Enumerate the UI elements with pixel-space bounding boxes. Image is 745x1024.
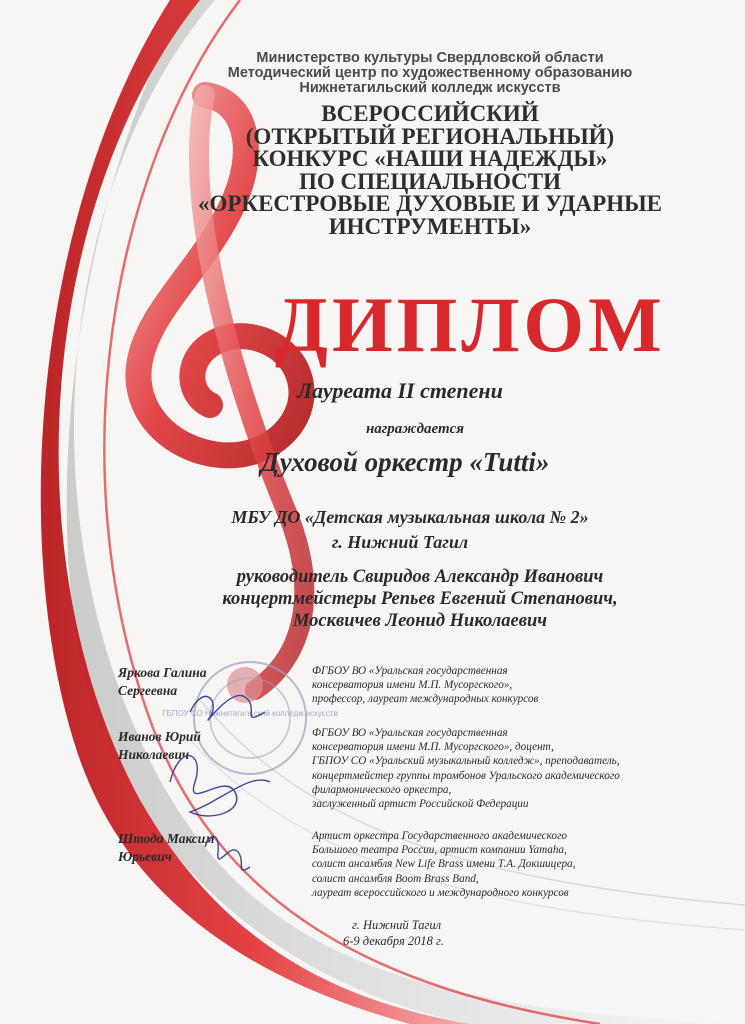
signature-2 [170, 756, 270, 816]
recipient-name: Духовой оркестр «Tutti» [260, 447, 550, 477]
degree-label: Лауреата II степени [297, 378, 503, 403]
jury-description: ФГБОУ ВО «Уральская государственная консерватория имени М.П. Мусоргского», профессор, лауреат международных конкурсов [312, 665, 539, 706]
city-name: г. Нижний Тагил [331, 532, 469, 552]
signature-3 [205, 836, 250, 870]
staff-block [150, 566, 690, 632]
org-line: Нижнетагильский колледж искусств [299, 80, 561, 96]
jury-name: Яркова Галина Сергеевна [118, 665, 207, 698]
school-name: МБУ ДО «Детская музыкальная школа № 2» [231, 507, 589, 527]
org-line: Методический центр по художественному образованию [227, 65, 633, 81]
footer-dates: 6-9 декабря 2018 г. [343, 934, 444, 948]
contest-line: «ОРКЕСТРОВЫЕ ДУХОВЫЕ И УДАРНЫЕ [197, 191, 663, 216]
org-line: Министерство культуры Свердловской области [256, 50, 604, 66]
contest-line: КОНКУРС «НАШИ НАДЕЖДЫ» [252, 146, 608, 171]
contest-title [150, 103, 710, 238]
jury-name: Иванов Юрий Николаевич [118, 729, 201, 762]
awarded-label: награждается [365, 421, 465, 437]
jury-description: Артист оркестра Государственного академического Большого театра России, артист компании Yamaha, солист ансамбля New Life Brass имени Т.А. Докшицера, солист ансамбля Boom Brass Band, лауреат всероссийского и международного конкурсов [312, 830, 576, 899]
stamp-text: ГБПОУ СО Нижнетагильский колледж искусств [162, 709, 338, 718]
signature-1 [190, 696, 265, 721]
organization-header [170, 51, 690, 96]
staff-line: концертмейстеры Репьев Евгений Степанович, [222, 589, 618, 609]
contest-line: (ОТКРЫТЫЙ РЕГИОНАЛЬНЫЙ) [245, 123, 615, 149]
contest-line: ВСЕРОССИЙСКИЙ [321, 101, 539, 126]
jury-name: Штода Максим Юрьевич [118, 831, 215, 864]
footer-city: г. Нижний Тагил [352, 918, 442, 932]
handwritten-signatures [150, 672, 300, 892]
diploma-title: ДИПЛОМ [274, 281, 666, 368]
jury-description: ФГБОУ ВО «Уральская государственная консерватория имени М.П. Мусоргского», доцент, ГБПОУ СО «Уральский музыкальный колледж», преподаватель, концертмейстер группы тромбонов Уральского академического филармонического оркестра, заслуженный артист Российской Федерации [312, 727, 620, 811]
contest-line: ПО СПЕЦИАЛЬНОСТИ [298, 168, 561, 194]
contest-line: ИНСТРУМЕНТЫ» [328, 213, 532, 239]
staff-line: Москвичев Леонид Николаевич [292, 611, 548, 631]
staff-line: руководитель Свиридов Александр Иванович [236, 567, 604, 587]
